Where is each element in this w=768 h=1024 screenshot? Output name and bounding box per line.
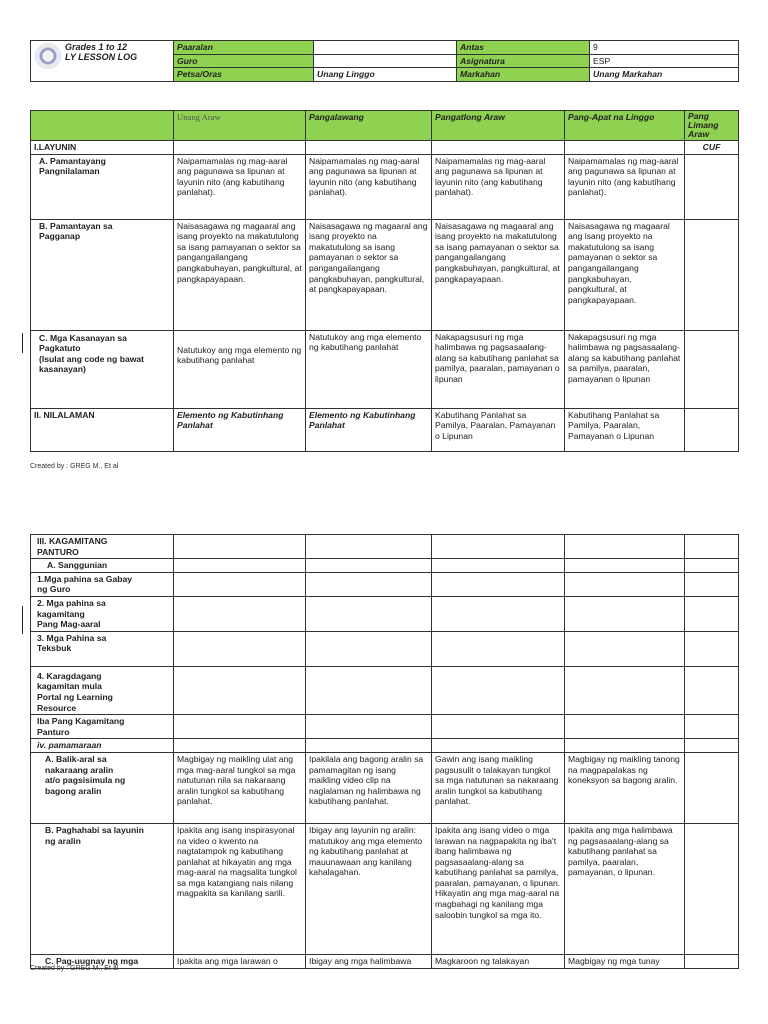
sanggunian-row — [31, 559, 739, 573]
kagamitan-title-row — [31, 535, 739, 559]
kasanayan-cell-4: Nakapagsusuri ng mga halimbawa ng pagsasaalang-alang sa kabutihang panlahat sa pamilya, paaralan, pamayanan o lipunan — [565, 330, 685, 408]
pag-uugnay-label: C. Pag-uugnay ng mga — [31, 954, 174, 968]
empty-cell — [174, 739, 306, 753]
nilalaman-cell-4: Kabutihang Panlahat sa Pamilya, Paaralan, Pamayanan o Lipunan — [565, 408, 685, 451]
empty-cell — [306, 666, 432, 714]
pagganap-cell-4: Naisasagawa ng magaaral ang isang proyekto na makatutulong sa isang pamayanan o sektor sa pangangailangang pangkabuhayan, pangkultural, at pangkapayapaan. — [565, 219, 685, 330]
empty-cell — [565, 596, 685, 631]
empty-cell — [174, 715, 306, 739]
empty-cell — [565, 141, 685, 155]
iba-row — [31, 715, 739, 739]
empty-cell — [685, 408, 739, 451]
empty-cell — [685, 631, 739, 666]
paghahabi-cell-2: Ibigay ang layunin ng aralin: matutukoy ang mga elemento ng kabutihang panlahat at mauunawaan ang kanilang kahalagahan. — [306, 823, 432, 954]
label-antas: Antas — [457, 41, 590, 55]
empty-cell — [306, 141, 432, 155]
pag-uugnay-row — [31, 954, 739, 968]
empty-cell — [685, 739, 739, 753]
cuf-cell: CUF — [685, 141, 739, 155]
teksbuk-label: 3. Mga Pahina sa Teksbuk — [31, 631, 174, 666]
empty-cell — [685, 823, 739, 954]
pag-uugnay-cell-4: Magbigay ng mga tunay — [565, 954, 685, 968]
col-header-3: Pangatlong Araw — [432, 111, 565, 141]
paghahabi-row — [31, 823, 739, 954]
empty-cell — [685, 752, 739, 823]
pamantayang-cell-3: Naipamamalas ng mag-aaral ang pagunawa sa lipunan at layunin nito (ang kabutihang panlahat). — [432, 154, 565, 219]
empty-cell — [306, 559, 432, 573]
empty-cell — [685, 535, 739, 559]
empty-cell — [306, 535, 432, 559]
nilalaman-cell-3: Kabutihang Panlahat sa Pamilya, Paaralan, Pamayanan o Lipunan — [432, 408, 565, 451]
empty-cell — [432, 559, 565, 573]
layunin-row — [31, 141, 739, 155]
pag-uugnay-cell-2: Ibigay ang mga halimbawa — [306, 954, 432, 968]
logo-cell — [31, 41, 174, 82]
empty-cell — [174, 559, 306, 573]
empty-cell — [685, 559, 739, 573]
empty-cell — [174, 596, 306, 631]
empty-cell — [174, 535, 306, 559]
mag-aaral-row — [31, 596, 739, 631]
margin-mark-2 — [22, 606, 23, 634]
pamantayang-cell-4: Naipamamalas ng mag-aaral ang pagunawa sa lipunan at layunin nito (ang kabutihang panlahat). — [565, 154, 685, 219]
pamamaraan-title: iv. pamamaraan — [31, 739, 174, 753]
value-antas: 9 — [590, 41, 739, 55]
empty-cell — [565, 715, 685, 739]
portal-label: 4. Karagdagang kagamitan mula Portal ng Learning Resource — [31, 666, 174, 714]
empty-cell — [306, 596, 432, 631]
margin-mark — [22, 333, 23, 353]
lesson-table-part1 — [30, 110, 739, 452]
paghahabi-label: B. Paghahabi sa layunin ng aralin — [31, 823, 174, 954]
pagganap-cell-3: Naisasagawa ng magaaral ang isang proyekto na makatutulong sa isang pamayanan o sektor sa pangangailangang pangkabuhayan, pangkultural, at pangkapayapaan. — [432, 219, 565, 330]
empty-cell — [685, 154, 739, 219]
empty-cell — [565, 535, 685, 559]
empty-cell — [306, 739, 432, 753]
pag-uugnay-cell-1: Ipakita ang mga larawan o — [174, 954, 306, 968]
value-paaralan — [314, 41, 457, 55]
empty-cell — [565, 631, 685, 666]
empty-cell — [306, 631, 432, 666]
label-asignatura: Asignatura — [457, 54, 590, 68]
label-guro: Guro — [174, 54, 314, 68]
empty-cell — [685, 596, 739, 631]
logo-line2: LY LESSON LOG — [65, 52, 138, 62]
empty-cell — [685, 954, 739, 968]
empty-cell — [174, 572, 306, 596]
balik-aral-cell-2: Ipakilala ang bagong aralin sa pamamagitan ng isang maikling video clip na naglalaman ng halimbawa ng kabutihang panlahat. — [306, 752, 432, 823]
empty-cell — [432, 631, 565, 666]
empty-cell — [565, 559, 685, 573]
col-header-2: Pangalawang — [306, 111, 432, 141]
value-petsa: Unang Linggo — [314, 68, 457, 82]
empty-cell — [432, 141, 565, 155]
empty-cell — [306, 715, 432, 739]
mag-aaral-label: 2. Mga pahina sa kagamitang Pang Mag-aaral — [31, 596, 174, 631]
balik-aral-cell-1: Magbigay ng maikling ulat ang mga mag-aaral tungkol sa mga natutunan nila sa nakaraang aralin tungkol sa kabutihang panlahat. — [174, 752, 306, 823]
empty-cell — [685, 330, 739, 408]
value-markahan: Unang Markahan — [590, 68, 739, 82]
empty-cell — [432, 715, 565, 739]
iba-label: Iba Pang Kagamitang Panturo — [31, 715, 174, 739]
gabay-row — [31, 572, 739, 596]
balik-aral-cell-3: Gawin ang isang maikling pagsusulit o talakayan tungkol sa mga natutunan sa nakaraang aralin tungkol sa kabutihang panlahat. — [432, 752, 565, 823]
col-header-1: Unang Araw — [174, 111, 306, 141]
col-header-4: Pang-Apat na Linggo — [565, 111, 685, 141]
row-label-c: C. Mga Kasanayan sa Pagkatuto (Isulat ang code ng bawat kasanayan) — [31, 330, 174, 408]
empty-cell — [432, 739, 565, 753]
value-asignatura: ESP — [590, 54, 739, 68]
nilalaman-row — [31, 408, 739, 451]
logo-line1: Grades 1 to 12 — [65, 42, 128, 52]
empty-cell — [565, 666, 685, 714]
label-markahan: Markahan — [457, 68, 590, 82]
label-paaralan: Paaralan — [174, 41, 314, 55]
empty-cell — [685, 572, 739, 596]
pagganap-cell-2: Naisasagawa ng magaaral ang isang proyekto na makatutulong sa isang pamayanan o sektor sa pangangailangang pangkabuhayan, pangkultural, at pangkapayapaan. — [306, 219, 432, 330]
kasanayan-cell-2: Natutukoy ang mga elemento ng kabutihang panlahat — [306, 330, 432, 408]
empty-cell — [432, 572, 565, 596]
balik-aral-label: A. Balik-aral sa nakaraang aralin at/o pagsisimula ng bagong aralin — [31, 752, 174, 823]
empty-cell — [685, 666, 739, 714]
paghahabi-cell-4: Ipakita ang mga halimbawa ng pagsasaalang-alang sa kabutihang panlahat sa pamilya, paaralan, pamayanan, o lipunan. — [565, 823, 685, 954]
empty-cell — [432, 596, 565, 631]
row-label-b: B. Pamantayan sa Pagganap — [31, 219, 174, 330]
kasanayan-row — [31, 330, 739, 408]
pagganap-row — [31, 219, 739, 330]
empty-cell — [565, 572, 685, 596]
footer-credit-2: Created by : GREG M., Et al — [30, 965, 119, 972]
empty-cell — [432, 535, 565, 559]
empty-cell — [174, 631, 306, 666]
empty-cell — [174, 141, 306, 155]
pamantayang-cell-2: Naipamamalas ng mag-aaral ang pagunawa sa lipunan at layunin nito (ang kabutihang panlahat). — [306, 154, 432, 219]
empty-cell — [306, 572, 432, 596]
kasanayan-cell-1: Natutukoy ang mga elemento ng kabutihang panlahat — [174, 330, 306, 408]
logo-text — [65, 42, 137, 62]
nilalaman-label: II. NILALAMAN — [31, 408, 174, 451]
teksbuk-row — [31, 631, 739, 666]
gabay-label: 1.Mga pahina sa Gabay ng Guro — [31, 572, 174, 596]
row-label-a: A. Pamantayang Pangnilalaman — [31, 154, 174, 219]
pamantayang-row — [31, 154, 739, 219]
nilalaman-cell-1: Elemento ng Kabutinhang Panlahat — [174, 408, 306, 451]
sanggunian-label: A. Sanggunian — [31, 559, 174, 573]
pagganap-cell-1: Naisasagawa ng magaaral ang isang proyekto na makatutulong sa isang pamayanan o sektor sa pangangailangang pangkabuhayan, pangkultural, at pangkapayapaan. — [174, 219, 306, 330]
empty-cell — [685, 219, 739, 330]
pamamaraan-title-row — [31, 739, 739, 753]
layunin-title: I.LAYUNIN — [31, 141, 174, 155]
footer-credit: Created by : GREG M., Et al — [30, 463, 119, 470]
lesson-table-part2 — [30, 534, 739, 969]
empty-cell — [174, 666, 306, 714]
corner-cell — [31, 111, 174, 141]
balik-aral-row — [31, 752, 739, 823]
value-guro — [314, 54, 457, 68]
balik-aral-cell-4: Magbigay ng maikling tanong na magpapalakas ng koneksyon sa bagong aralin. — [565, 752, 685, 823]
portal-row — [31, 666, 739, 714]
paghahabi-cell-1: Ipakita ang isang inspirasyonal na video o kwento na nagtatampok ng kabutihang panlahat at hikayatin ang mga mag-aaral na magsalita tungkol sa mga katangiang nais nilang magpakita sa kanilang sarili. — [174, 823, 306, 954]
column-header-row — [31, 111, 739, 141]
empty-cell — [685, 715, 739, 739]
col-header-5: Pang Limang Araw — [685, 111, 739, 141]
deped-seal-icon — [35, 43, 61, 69]
pamantayang-cell-1: Naipamamalas ng mag-aaral ang pagunawa sa lipunan at layunin nito (ang kabutihang panlahat). — [174, 154, 306, 219]
kasanayan-cell-3: Nakapagsusuri ng mga halimbawa ng pagsasaalang-alang sa kabutihang panlahat sa pamilya, paaralan, pamayanan o lipunan — [432, 330, 565, 408]
paghahabi-cell-3: Ipakita ang isang video o mga larawan na nagpapakita ng iba't ibang halimbawa ng pagsasaalang-alang sa kabutihang panlahat sa pamilya, paaralan, pamayanan, o lipunan. Hikayatin ang mga mag-aaral na magbahagi ng kanilang mga saloobin tungkol sa mga ito. — [432, 823, 565, 954]
empty-cell — [432, 666, 565, 714]
kagamitan-title: III. KAGAMITANG PANTURO — [31, 535, 174, 559]
label-petsa: Petsa/Oras — [174, 68, 314, 82]
pag-uugnay-cell-3: Magkaroon ng talakayan — [432, 954, 565, 968]
header-table — [30, 40, 739, 82]
empty-cell — [565, 739, 685, 753]
nilalaman-cell-2: Elemento ng Kabutinhang Panlahat — [306, 408, 432, 451]
